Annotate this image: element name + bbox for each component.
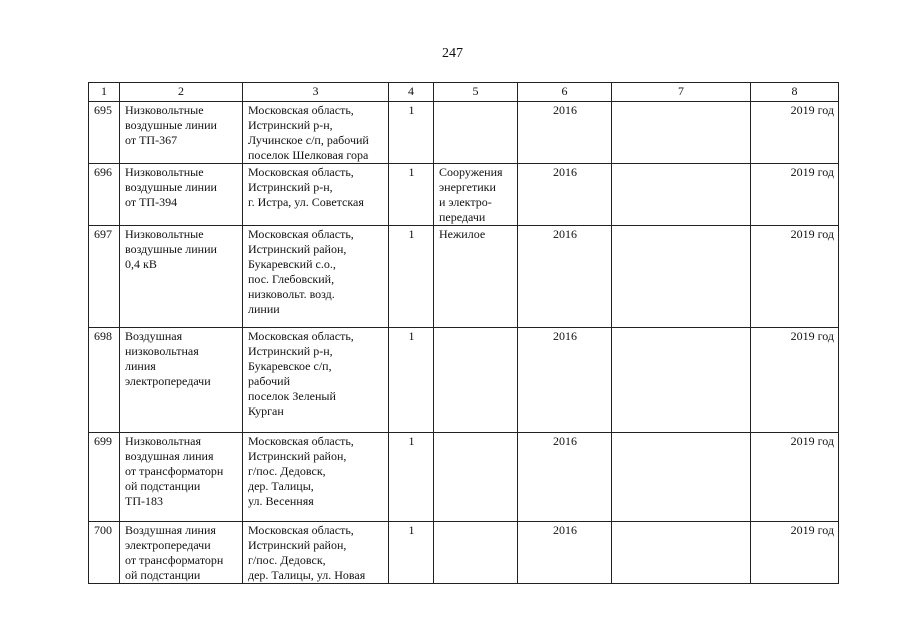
address-line: Истринский район, — [248, 449, 347, 463]
address-line: линии — [248, 302, 280, 316]
table-row — [89, 522, 839, 584]
address-line: Московская область, — [248, 523, 354, 537]
object-name-line: от трансформаторн — [125, 464, 224, 478]
year-cell: 2016 — [518, 164, 612, 226]
row-number-cell: 697 — [89, 226, 120, 328]
header-cell: 5 — [434, 83, 518, 102]
purpose-line: Нежилое — [439, 227, 486, 241]
object-name-line: Воздушная линия — [125, 523, 216, 537]
address-line: Истринский район, — [248, 538, 347, 552]
address-line: Букаревское с/п, — [248, 359, 332, 373]
address-line: Истринский район, — [248, 242, 347, 256]
row-number-cell: 696 — [89, 164, 120, 226]
quantity-cell: 1 — [389, 102, 434, 164]
address-line: дер. Талицы, ул. Новая — [248, 568, 366, 582]
deadline-cell: 2019 год — [751, 522, 839, 584]
header-cell: 1 — [89, 83, 120, 102]
quantity-cell: 1 — [389, 522, 434, 584]
row-number-cell: 695 — [89, 102, 120, 164]
year-cell: 2016 — [518, 328, 612, 433]
row-number-cell: 700 — [89, 522, 120, 584]
header-cell: 7 — [612, 83, 751, 102]
deadline-cell: 2019 год — [751, 433, 839, 522]
address-line: Истринский р-н, — [248, 118, 333, 132]
table-row — [89, 433, 839, 522]
address-cell — [243, 328, 389, 433]
object-name-line: электропередачи — [125, 538, 211, 552]
row-number-cell: 698 — [89, 328, 120, 433]
object-name-line: ТП-183 — [125, 494, 163, 508]
table-row — [89, 328, 839, 433]
purpose-cell — [434, 433, 518, 522]
col7-cell — [612, 164, 751, 226]
purpose-cell — [434, 102, 518, 164]
object-name-line: от ТП-367 — [125, 133, 178, 147]
purpose-line: и электро- — [439, 195, 492, 209]
header-cell: 2 — [120, 83, 243, 102]
address-line: Московская область, — [248, 165, 354, 179]
object-name-line: от трансформаторн — [125, 553, 224, 567]
purpose-cell — [434, 164, 518, 226]
address-line: поселок Шелковая гора — [248, 148, 369, 162]
object-name-line: воздушные линии — [125, 118, 217, 132]
object-name-line: ой подстанции — [125, 479, 201, 493]
purpose-line: передачи — [439, 210, 486, 224]
object-name-line: электропередачи — [125, 374, 211, 388]
address-line: Курган — [248, 404, 284, 418]
purpose-cell — [434, 328, 518, 433]
col7-cell — [612, 328, 751, 433]
quantity-cell: 1 — [389, 226, 434, 328]
address-cell — [243, 522, 389, 584]
object-name-line: Воздушная — [125, 329, 183, 343]
col7-cell — [612, 433, 751, 522]
address-line: Букаревский с.о., — [248, 257, 336, 271]
object-name-cell — [120, 164, 243, 226]
col7-cell — [612, 102, 751, 164]
address-line: Лучинское с/п, рабочий — [248, 133, 369, 147]
col7-cell — [612, 522, 751, 584]
address-line: г/пос. Дедовск, — [248, 464, 326, 478]
address-line: Истринский р-н, — [248, 180, 333, 194]
object-name-line: воздушные линии — [125, 180, 217, 194]
header-cell: 8 — [751, 83, 839, 102]
object-name-line: Низковольтные — [125, 165, 204, 179]
object-name-cell — [120, 433, 243, 522]
object-name-line: Низковольтная — [125, 434, 201, 448]
address-cell — [243, 226, 389, 328]
object-name-line: низковольтная — [125, 344, 199, 358]
object-name-line: линия — [125, 359, 156, 373]
address-line: пос. Глебовский, — [248, 272, 335, 286]
purpose-cell — [434, 522, 518, 584]
address-line: ул. Весенняя — [248, 494, 314, 508]
quantity-cell: 1 — [389, 164, 434, 226]
property-register-table — [88, 82, 839, 584]
object-name-cell — [120, 522, 243, 584]
object-name-line: воздушная линия — [125, 449, 214, 463]
object-name-line: воздушные линии — [125, 242, 217, 256]
year-cell: 2016 — [518, 102, 612, 164]
object-name-line: от ТП-394 — [125, 195, 178, 209]
address-cell — [243, 102, 389, 164]
object-name-cell — [120, 328, 243, 433]
purpose-line: Сооружения — [439, 165, 503, 179]
deadline-cell: 2019 год — [751, 164, 839, 226]
address-line: рабочий — [248, 374, 290, 388]
address-line: Московская область, — [248, 103, 354, 117]
header-row — [89, 83, 839, 102]
deadline-cell: 2019 год — [751, 226, 839, 328]
address-line: низковольт. возд. — [248, 287, 335, 301]
deadline-cell: 2019 год — [751, 102, 839, 164]
year-cell: 2016 — [518, 433, 612, 522]
purpose-cell — [434, 226, 518, 328]
address-line: г. Истра, ул. Советская — [248, 195, 364, 209]
object-name-line: ой подстанции — [125, 568, 201, 582]
quantity-cell: 1 — [389, 433, 434, 522]
table-row — [89, 164, 839, 226]
object-name-line: Низковольтные — [125, 103, 204, 117]
page-number: 247 — [442, 46, 463, 61]
purpose-line: энергетики — [439, 180, 496, 194]
address-line: Московская область, — [248, 227, 354, 241]
object-name-line: Низковольтные — [125, 227, 204, 241]
col7-cell — [612, 226, 751, 328]
address-line: поселок Зеленый — [248, 389, 336, 403]
address-cell — [243, 164, 389, 226]
quantity-cell: 1 — [389, 328, 434, 433]
header-cell: 3 — [243, 83, 389, 102]
table-row — [89, 226, 839, 328]
row-number-cell: 699 — [89, 433, 120, 522]
address-line: дер. Талицы, — [248, 479, 314, 493]
address-cell — [243, 433, 389, 522]
table-row — [89, 102, 839, 164]
address-line: Московская область, — [248, 329, 354, 343]
address-line: г/пос. Дедовск, — [248, 553, 326, 567]
object-name-cell — [120, 102, 243, 164]
address-line: Московская область, — [248, 434, 354, 448]
header-cell: 6 — [518, 83, 612, 102]
year-cell: 2016 — [518, 226, 612, 328]
year-cell: 2016 — [518, 522, 612, 584]
object-name-line: 0,4 кВ — [125, 257, 157, 271]
deadline-cell: 2019 год — [751, 328, 839, 433]
object-name-cell — [120, 226, 243, 328]
address-line: Истринский р-н, — [248, 344, 333, 358]
header-cell: 4 — [389, 83, 434, 102]
